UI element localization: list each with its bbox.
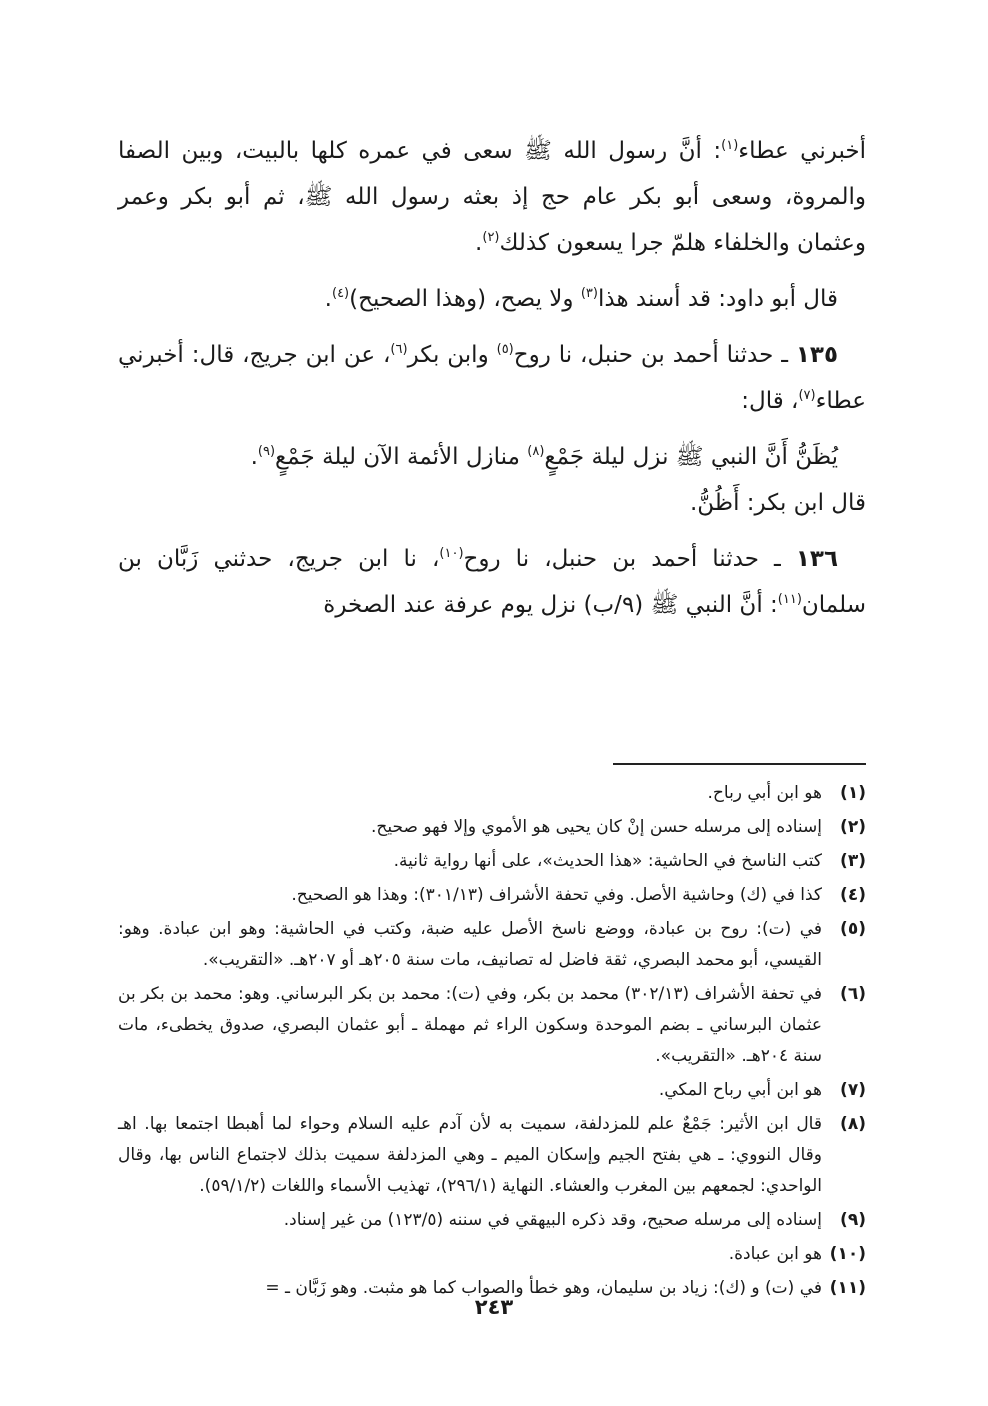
text-run: ـ حدثنا أحمد بن حنبل، نا روح	[463, 546, 796, 572]
text-run: منازل الأئمة الآن ليلة جَمْعٍ	[275, 444, 528, 470]
text-run: قال أبو داود: قد أسند هذا	[597, 286, 838, 312]
footnote-text: هو ابن أبي رباح المكي.	[658, 1080, 822, 1100]
footnote-number: (٢)	[840, 817, 866, 837]
footnote-text: هو ابن أبي رباح.	[707, 783, 822, 803]
footnote-ref[interactable]: (١١)	[777, 592, 802, 607]
footnote-text: إسناده إلى مرسله حسن إنْ كان يحيى هو الأموي وإلا فهو صحيح.	[371, 817, 822, 837]
footnote-number: (١)	[840, 783, 866, 803]
footnote	[118, 778, 866, 809]
hadith-136	[118, 536, 866, 628]
footnote-ref[interactable]: (١)	[721, 138, 739, 153]
footnote-ref[interactable]: (٣)	[580, 286, 598, 301]
footnote-text: في (ت) و (ك): زياد بن سليمان، وهو خطأ والصواب كما هو مثبت. وهو زَبَّان ـ =	[265, 1278, 822, 1298]
footnote-text: قال ابن الأثير: جَمْعٌ علم للمزدلفة، سميت به لأن آدم عليه السلام وحواء لما أهبطا اجتمعا بها. اهـ وقال النووي: ـ هي بفتح الجيم وإسكان الميم ـ وهي المزدلفة سميت بذلك لاجتماع الناس بها، وقال الواحدي: لجمعهم بين المغرب والعشاء. النهاية (٢٩٦/١)، تهذيب الأسماء واللغات (٥٩/١/٢).	[118, 1114, 822, 1196]
footnote-number: (٦)	[840, 984, 866, 1004]
footnote-ref[interactable]: (١٠)	[439, 546, 464, 561]
footnote	[118, 979, 866, 1072]
footnote-text: كتب الناسخ في الحاشية: «هذا الحديث»، على أنها رواية ثانية.	[393, 851, 822, 871]
footnote	[118, 914, 866, 976]
footnote	[118, 812, 866, 843]
text-run: .	[250, 444, 258, 470]
text-run: ، قال:	[741, 388, 799, 414]
text-run: : أنَّ النبي ﷺ (٩/ب) نزل يوم عرفة عند الصخرة	[323, 592, 778, 618]
footnote-number: (٤)	[840, 885, 866, 905]
footnote-ref[interactable]: (٦)	[390, 342, 408, 357]
text-run: : أنَّ رسول الله ﷺ سعى في عمره كلها بالبيت، وبين الصفا والمروة، وسعى أبو بكر عام حج إذ بعثه رسول الله ﷺ، ثم أبو بكر وعمر وعثمان والخلفاء هلمّ جرا يسعون كذلك	[118, 138, 866, 256]
footnote-number: (٩)	[840, 1210, 866, 1230]
hadith-135-matn	[118, 434, 866, 480]
text-run: يُظَنُّ أَنَّ النبي ﷺ نزل ليلة جَمْعٍ	[544, 444, 838, 470]
footnote-text: كذا في (ك) وحاشية الأصل. وفي تحفة الأشراف (٣٠١/١٣): وهذا هو الصحيح.	[291, 885, 822, 905]
footnote-ref[interactable]: (٧)	[798, 388, 816, 403]
hadith-number: ١٣٥	[795, 342, 838, 368]
hadith-number: ١٣٦	[795, 546, 838, 572]
footnote-ref[interactable]: (٤)	[331, 286, 350, 301]
footnotes	[118, 778, 866, 1307]
hadith-135-comment: قال ابن بكر: أَظُنُّ.	[689, 490, 866, 516]
text-run: ، عن ابن جريج، قال: أخبرني عطاء	[118, 342, 866, 414]
footnote	[118, 1075, 866, 1106]
paragraph-2	[118, 276, 866, 322]
hadith-135	[118, 332, 866, 424]
footnote	[118, 846, 866, 877]
footnote-text: إسناده إلى مرسله صحيح، وقد ذكره البيهقي في سننه (١٢٣/٥) من غير إسناد.	[283, 1210, 822, 1230]
footnote	[118, 1109, 866, 1202]
page-number: ٢٤٣	[474, 1295, 514, 1319]
footnote-ref[interactable]: (٢)	[482, 230, 500, 245]
text-run: .	[475, 230, 483, 256]
main-text	[118, 128, 866, 628]
footnote-ref[interactable]: (٨)	[527, 444, 545, 459]
footnote-number: (٨)	[840, 1114, 866, 1134]
text-run: .	[324, 286, 332, 312]
footnote	[118, 1205, 866, 1236]
text-run: وابن بكر	[407, 342, 497, 368]
footnote-text: هو ابن عبادة.	[728, 1244, 822, 1264]
text-run: أخبرني عطاء	[738, 138, 866, 164]
footnote-number: (١١)	[829, 1278, 866, 1298]
text-run: ولا يصح، (وهذا الصحيح)	[349, 286, 581, 312]
footnote-ref[interactable]: (٩)	[257, 444, 276, 459]
text-run: ـ حدثنا أحمد بن حنبل، نا روح	[513, 342, 796, 368]
footnote-number: (٣)	[840, 851, 866, 871]
footnote-text: في تحفة الأشراف (٣٠٢/١٣) محمد بن بكر، وفي (ت): محمد بن بكر البرساني. وهو: محمد بن بكر بن عثمان البرساني ـ بضم الموحدة وسكون الراء ثم مهملة ـ أبو عثمان البصري، صدوق يخطىء، مات سنة ٢٠٤هـ. «التقريب».	[118, 984, 823, 1066]
page-body	[118, 128, 866, 1298]
footnote-ref[interactable]: (٥)	[496, 342, 514, 357]
footnote-number: (٧)	[840, 1080, 866, 1100]
footnote-number: (٥)	[840, 919, 866, 939]
text-run: ، نا ابن جريج، حدثني زَبَّان بن سلمان	[118, 546, 866, 618]
footnote	[118, 880, 866, 911]
footnote-divider	[613, 763, 866, 765]
footnote	[118, 1239, 866, 1270]
footnote-text: في (ت): روح بن عبادة، ووضع ناسخ الأصل عليه ضبة، وكتب في الحاشية: وهو ابن عبادة. وهو: القيسي، أبو محمد البصري، ثقة فاضل له تصانيف، مات سنة ٢٠٥هـ أو ٢٠٧هـ. «التقريب».	[118, 919, 822, 970]
paragraph-1	[118, 128, 866, 266]
footnote-number: (١٠)	[829, 1244, 866, 1264]
